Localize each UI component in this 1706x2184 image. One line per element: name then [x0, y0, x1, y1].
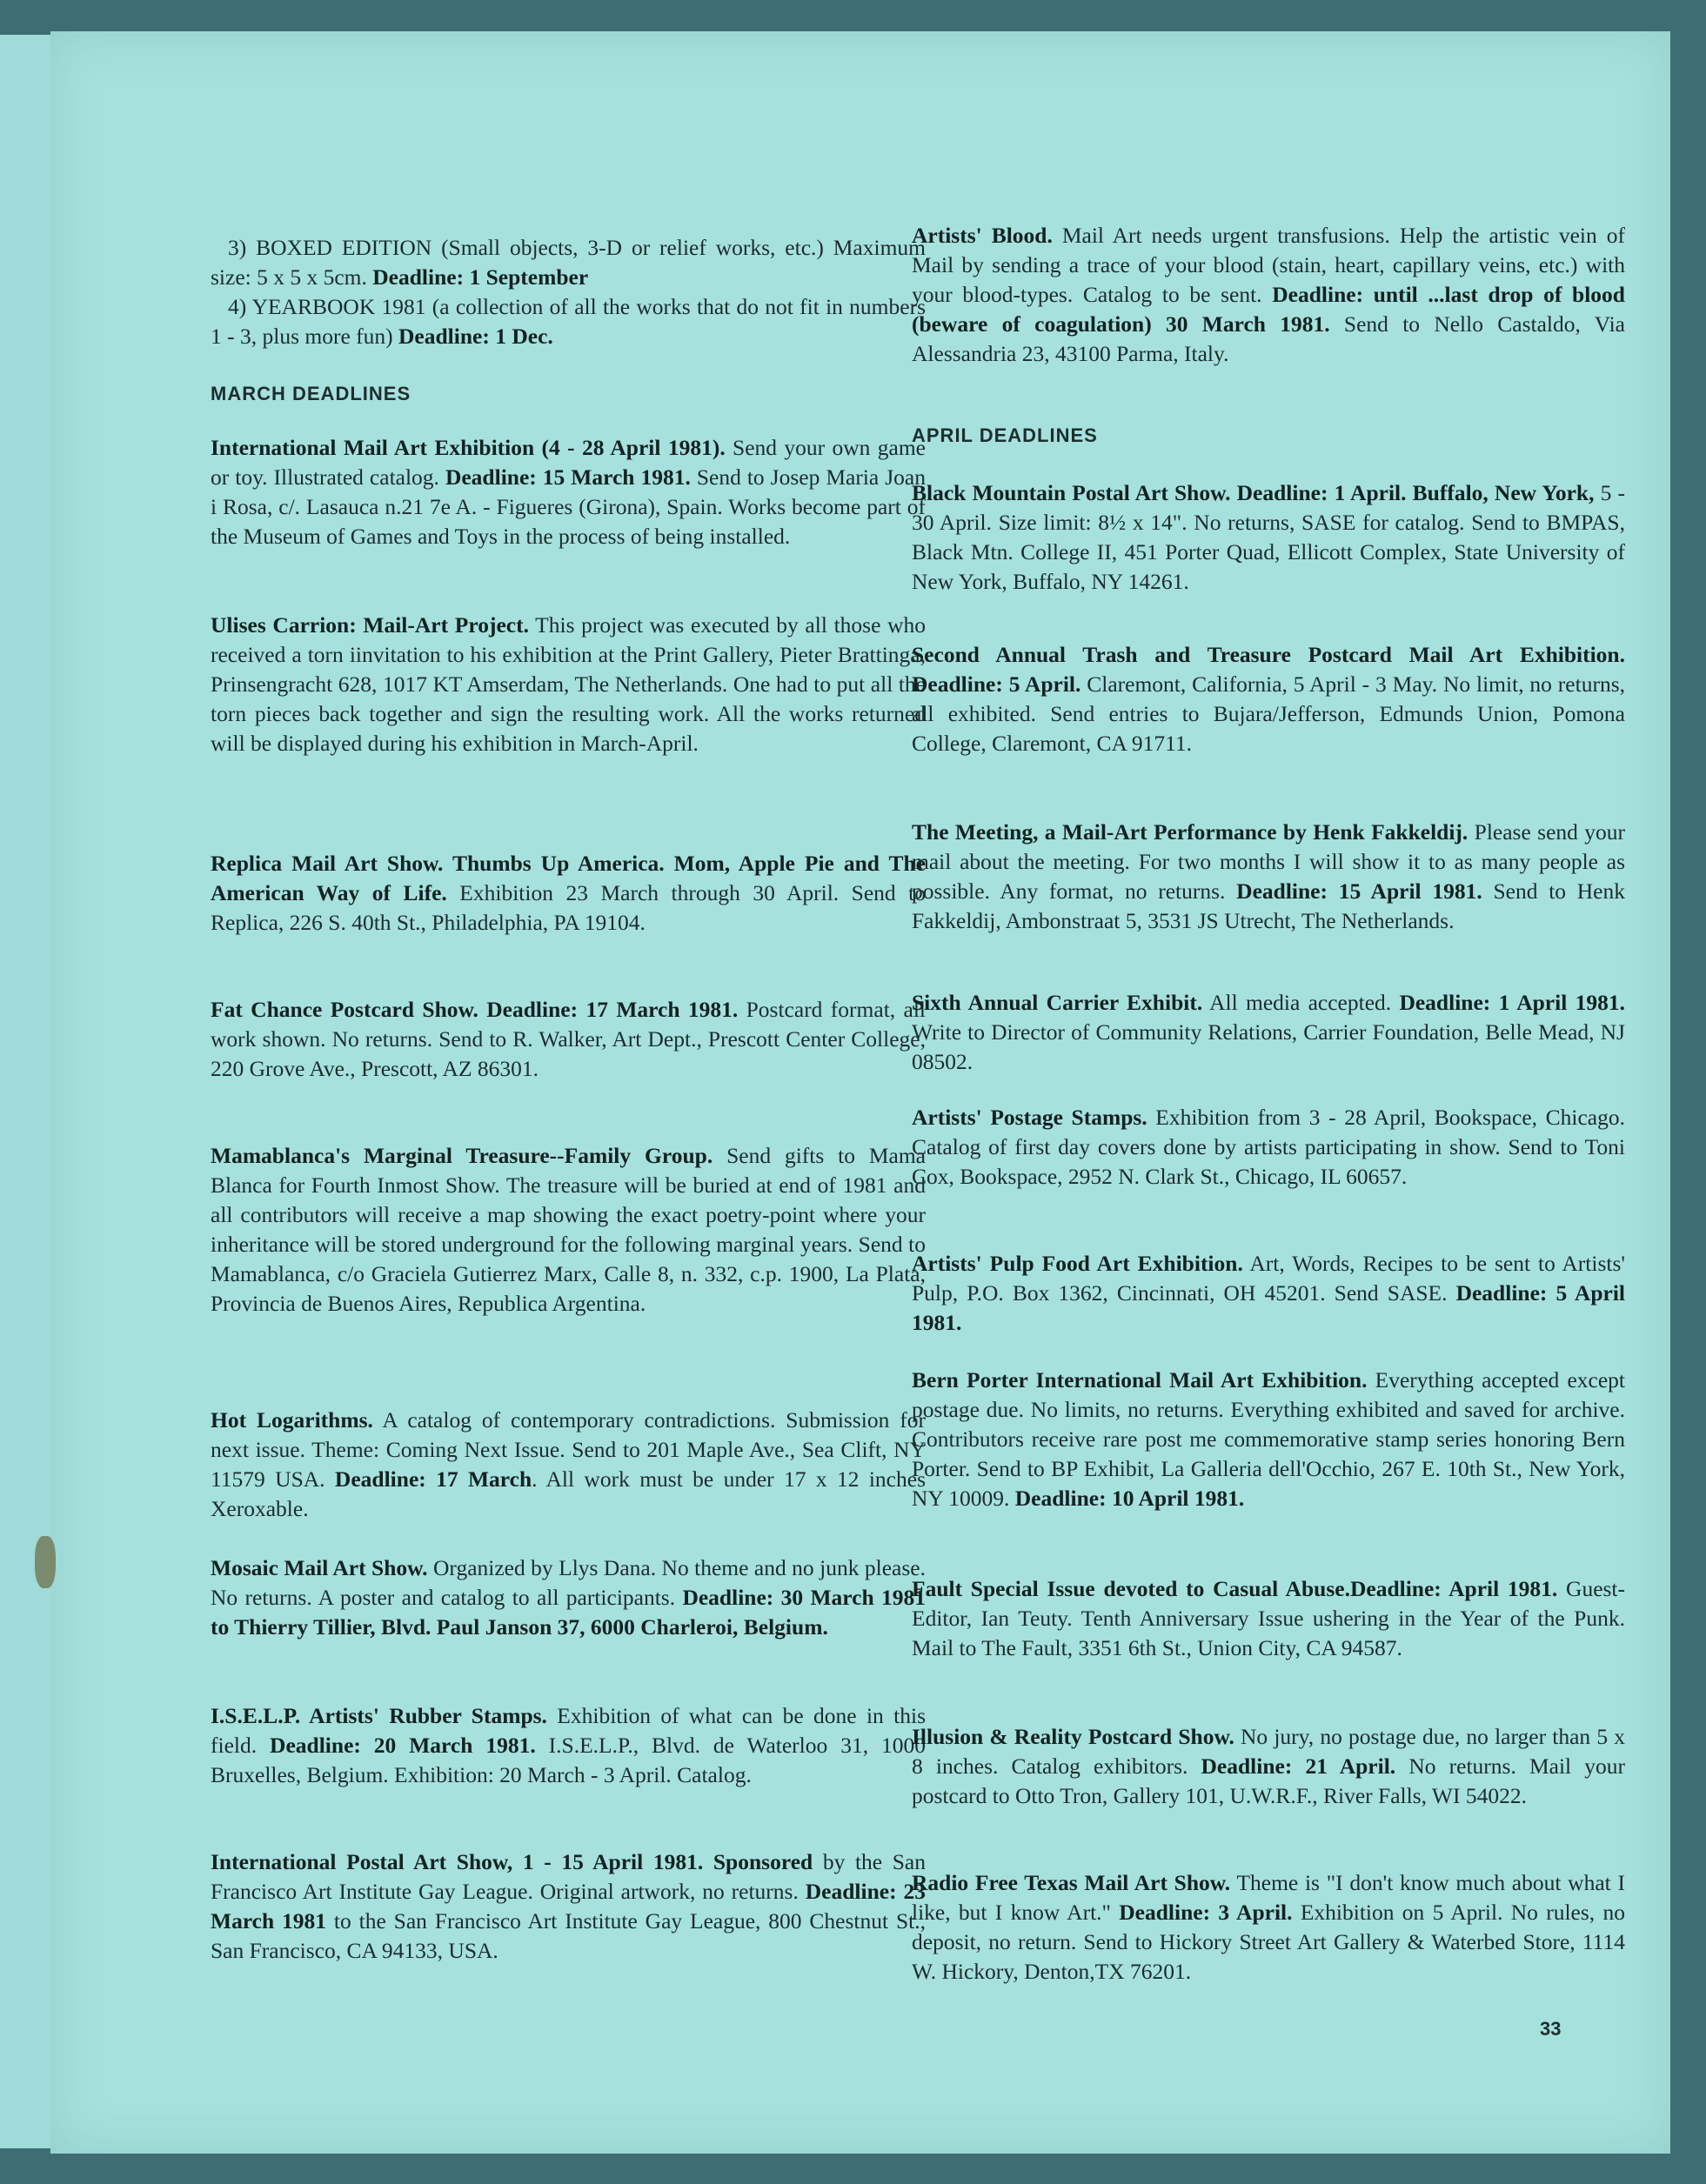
entry-international-postal-art: International Postal Art Show, 1 - 15 April 1981. Sponsored by the San Francisco Art Institute Gay League. Original artwork, no returns. Deadline: 23 March 1981 to the San Francisco Art Institute Gay League, 800 Chestnut St., San Francisco, CA 94133, USA.	[211, 1849, 926, 1963]
april-deadlines-heading: APRIL DEADLINES	[912, 424, 1098, 446]
entry-mamablanca: Mamablanca's Marginal Treasure--Family Group. Send gifts to Mama Blanca for Fourth Inmost Show. The treasure will be buried at end of 1981 and all contributors will receive a map showing the exact poetry-point where your inheritance will be stored underground for the following marginal years. Send to Mamablanca, c/o Graciela Gutierrez Marx, Calle 8, n. 332, c.p. 1900, La Plata, Provincia de Buenos Aires, Republica Argentina.	[211, 1143, 926, 1316]
entry-the-meeting: The Meeting, a Mail-Art Performance by Henk Fakkeldij. Please send your mail about the meeting. For two months I will show it to as many people as possible. Any format, no returns. Deadline: 15 April 1981. Send to Henk Fakkeldij, Ambonstraat 5, 3531 JS Utrecht, The Netherlands.	[912, 819, 1625, 933]
page-number: 33	[1540, 2018, 1562, 2040]
entry-radio-free-texas: Radio Free Texas Mail Art Show. Theme is "I don't know much about what I like, but I know Art." Deadline: 3 April. Exhibition on 5 April. No rules, no deposit, no return. Send to Hickory Street Art Gallery & Waterbed Store, 1114 W. Hickory, Denton,TX 76201.	[912, 1870, 1625, 1984]
march-deadlines-heading: MARCH DEADLINES	[211, 383, 411, 404]
intro-boxed-edition: 3) BOXED EDITION (Small objects, 3-D or relief works, etc.) Maximum size: 5 x 5 x 5cm. Deadline: 1 September	[211, 235, 926, 290]
page-stain	[35, 1536, 56, 1588]
entry-fat-chance: Fat Chance Postcard Show. Deadline: 17 March 1981. Postcard format, all work shown. No returns. Send to R. Walker, Art Dept., Prescott Center College, 220 Grove Ave., Prescott, AZ 86301.	[211, 997, 927, 1081]
entry-illusion-reality: Illusion & Reality Postcard Show. No jury, no postage due, no larger than 5 x 8 inches. Catalog exhibitors. Deadline: 21 April. No returns. Mail your postcard to Otto Tron, Gallery 101, U.W.R.F., River Falls, WI 54022.	[912, 1724, 1625, 1808]
previous-page-edge	[0, 35, 57, 2148]
entry-carrier-exhibit: Sixth Annual Carrier Exhibit. All media accepted. Deadline: 1 April 1981. Write to Director of Community Relations, Carrier Foundation, Belle Mead, NJ 08502.	[912, 990, 1625, 1074]
entry-artists-blood: Artists' Blood. Mail Art needs urgent transfusions. Help the artistic vein of Mail by sending a trace of your blood (stain, heart, capillary veins, etc.) with your blood-types. Catalog to be sent. Deadline: until ...last drop of blood (beware of coagulation) 30 March 1981. Send to Nello Castaldo, Via Alessandria 23, 43100 Parma, Italy.	[912, 223, 1625, 366]
entry-bern-porter: Bern Porter International Mail Art Exhibition. Everything accepted except postage due. No limits, no returns. Everything exhibited and saved for archive. Contributors receive rare post me commemorative stamp series honoring Bern Porter. Send to BP Exhibit, La Galleria dell'Occhio, 267 E. 10th St., New York, NY 10009. Deadline: 10 April 1981.	[912, 1367, 1625, 1511]
entry-replica-mail-art: Replica Mail Art Show. Thumbs Up America. Mom, Apple Pie and The American Way of Life. Exhibition 23 March through 30 April. Send to Replica, 226 S. 40th St., Philadelphia, PA 19104.	[211, 851, 926, 935]
entry-trash-and-treasure: Second Annual Trash and Treasure Postcard Mail Art Exhibition. Deadline: 5 April. Claremont, California, 5 April - 3 May. No limit, no returns, all exhibited. Send entries to Bujara/Jefferson, Edmunds Union, Pomona College, Claremont, CA 91711.	[912, 642, 1625, 756]
entry-black-mountain: Black Mountain Postal Art Show. Deadline: 1 April. Buffalo, New York, 5 - 30 April. Size limit: 8½ x 14". No returns, SASE for catalog. Send to BMPAS, Black Mtn. College II, 451 Porter Quad, Ellicott Complex, State University of New York, Buffalo, NY 14261.	[912, 480, 1625, 594]
entry-hot-logarithms: Hot Logarithms. A catalog of contemporary contradictions. Submission for next issue. Theme: Coming Next Issue. Send to 201 Maple Ave., Sea Clift, NY 11579 USA. Deadline: 17 March. All work must be under 17 x 12 inches Xeroxable.	[211, 1407, 926, 1521]
entry-postage-stamps: Artists' Postage Stamps. Exhibition from 3 - 28 April, Bookspace, Chicago. Catalog of first day covers done by artists participating in show. Send to Toni Cox, Bookspace, 2952 N. Clark St., Chicago, IL 60657.	[912, 1105, 1625, 1189]
entry-ulises-carrion: Ulises Carrion: Mail-Art Project. This project was executed by all those who received a torn iinvitation to his exhibition at the Print Gallery, Pieter Brattinga, Prinsengracht 628, 1017 KT Amserdam, The Netherlands. One had to put all the torn pieces back together and sign the resulting work. All the works returned will be displayed during his exhibition in March-April.	[211, 612, 926, 756]
magazine-page	[50, 31, 1670, 2154]
entry-mosaic-mail-art: Mosaic Mail Art Show. Organized by Llys Dana. No theme and no junk please. No returns. A poster and catalog to all participants. Deadline: 30 March 1981 to Thierry Tillier, Blvd. Paul Janson 37, 6000 Charleroi, Belgium.	[211, 1555, 926, 1640]
entry-international-mail-art: International Mail Art Exhibition (4 - 28 April 1981). Send your own game or toy. Illustrated catalog. Deadline: 15 March 1981. Send to Josep Maria Joan i Rosa, c/. Lasauca n.21 7e A. - Figueres (Girona), Spain. Works become part of the Museum of Games and Toys in the process of being installed.	[211, 435, 926, 549]
entry-pulp-food: Artists' Pulp Food Art Exhibition. Art, Words, Recipes to be sent to Artists' Pulp, P.O. Box 1362, Cincinnati, OH 45201. Send SASE. Deadline: 5 April 1981.	[912, 1251, 1625, 1335]
intro-yearbook: 4) YEARBOOK 1981 (a collection of all the works that do not fit in numbers 1 - 3, plus more fun) Deadline: 1 Dec.	[211, 294, 926, 349]
entry-iselp-rubber-stamps: I.S.E.L.P. Artists' Rubber Stamps. Exhibition of what can be done in this field. Deadline: 20 March 1981. I.S.E.L.P., Blvd. de Waterloo 31, 1000 Bruxelles, Belgium. Exhibition: 20 March - 3 April. Catalog.	[211, 1703, 926, 1787]
entry-fault-special-issue: Fault Special Issue devoted to Casual Abuse.Deadline: April 1981. Guest-Editor, Ian Teuty. Tenth Anniversary Issue ushering in the Year of the Punk. Mail to The Fault, 3351 6th St., Union City, CA 94587.	[912, 1576, 1626, 1660]
